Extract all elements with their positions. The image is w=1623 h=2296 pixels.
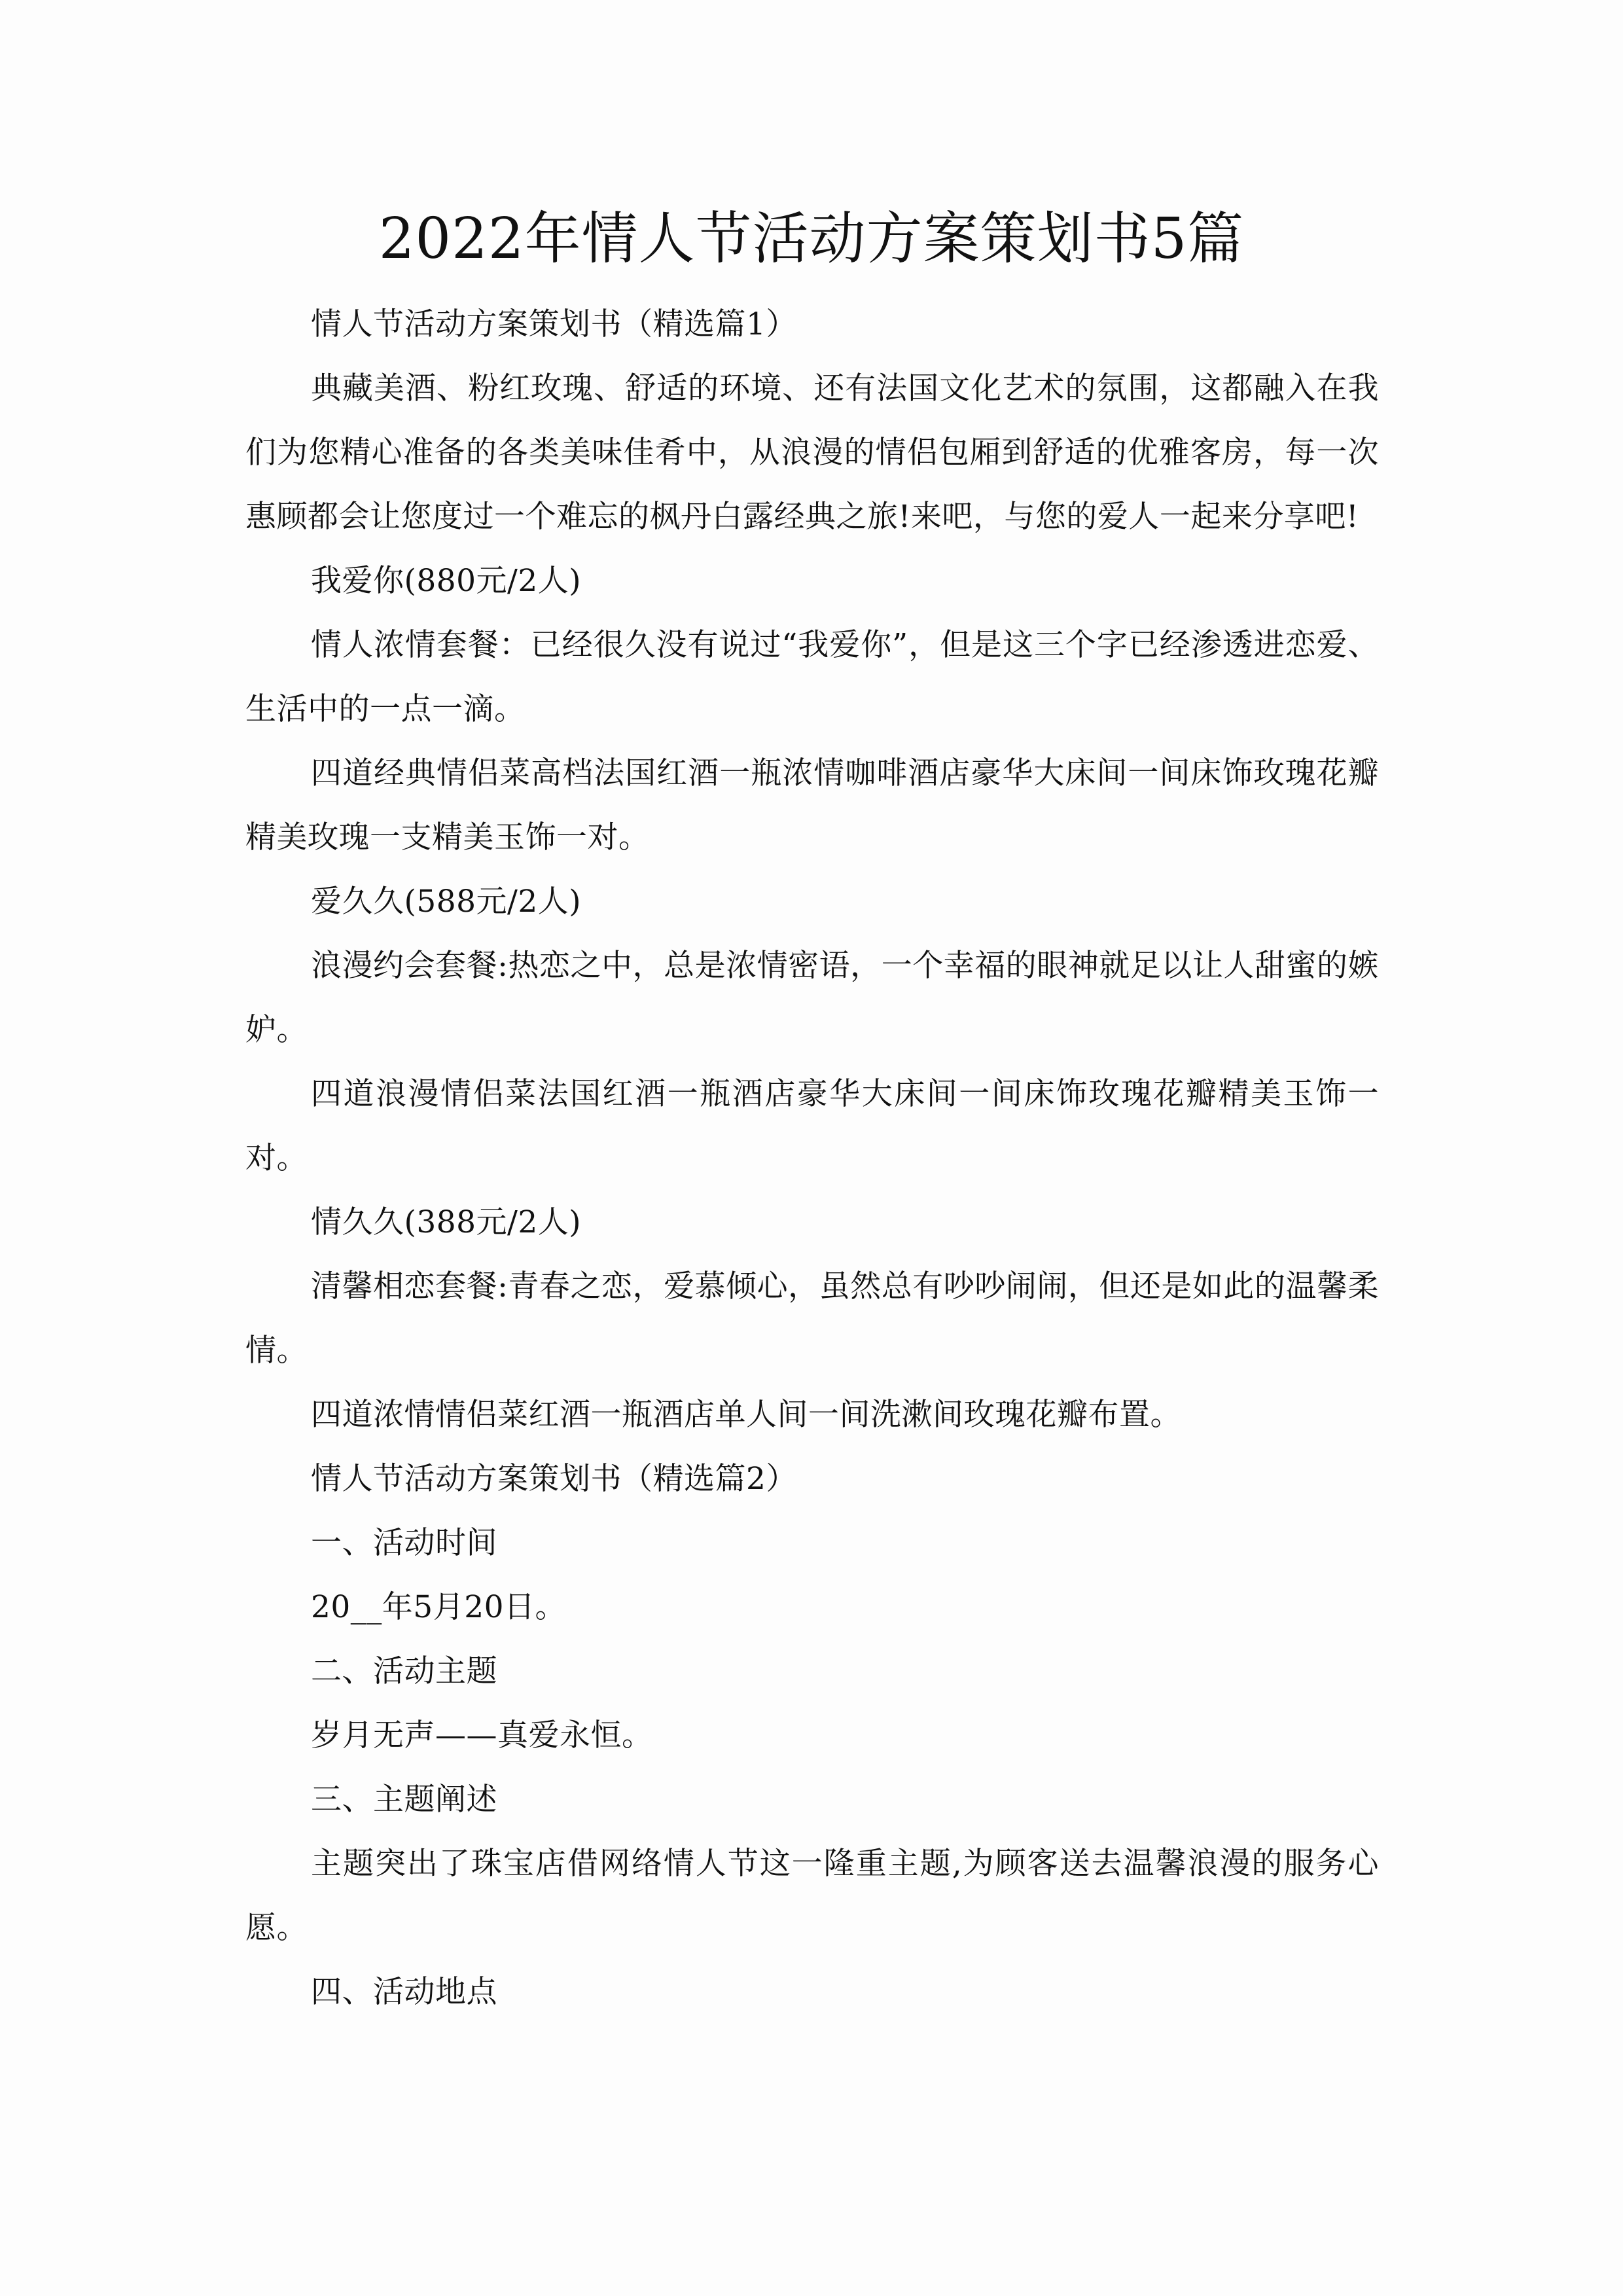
package-contents: 四道经典情侣菜高档法国红酒一瓶浓情咖啡酒店豪华大床间一间床饰玫瑰花瓣精美玫瑰一支精美玉饰一对。 [245,755,1379,855]
sub-heading-activity-theme: 二、活动主题 [311,1653,497,1689]
document-title: 2022年情人节活动方案策划书5篇 [378,206,1245,272]
section-heading-2: 情人节活动方案策划书（精选篇2） [311,1461,797,1497]
sub-heading-activity-location: 四、活动地点 [311,1974,497,2010]
document-body [245,293,1379,2024]
activity-theme: 岁月无声——真爱永恒。 [311,1717,653,1753]
package-description: 清馨相恋套餐:青春之恋，爱慕倾心，虽然总有吵吵闹闹，但还是如此的温馨柔情。 [245,1268,1379,1369]
theme-explanation: 主题突出了珠宝店借网络情人节这一隆重主题,为顾客送去温馨浪漫的服务心愿。 [245,1846,1379,1946]
package-description: 浪漫约会套餐:热恋之中，总是浓情密语，一个幸福的眼神就足以让人甜蜜的嫉妒。 [245,948,1379,1048]
section-heading-1: 情人节活动方案策划书（精选篇1） [311,306,797,342]
activity-date: 20__年5月20日。 [311,1589,567,1625]
sub-heading-theme-explanation: 三、主题阐述 [311,1782,497,1818]
package-name-love-forever: 爱久久(588元/2人) [311,884,582,920]
package-description: 情人浓情套餐：已经很久没有说过“我爱你”，但是这三个字已经渗透进恋爱、生活中的一点一滴。 [245,627,1379,727]
package-name-affection-forever: 情久久(388元/2人) [311,1204,582,1240]
package-name-i-love-you: 我爱你(880元/2人) [311,563,582,599]
intro-paragraph: 典藏美酒、粉红玫瑰、舒适的环境、还有法国文化艺术的氛围，这都融入在我们为您精心准备的各类美味佳肴中，从浪漫的情侣包厢到舒适的优雅客房，每一次惠顾都会让您度过一个难忘的枫丹白露经典之旅!来吧，与您的爱人一起来分享吧! [245,370,1379,535]
sub-heading-activity-time: 一、活动时间 [311,1525,497,1561]
package-contents: 四道浓情情侣菜红酒一瓶酒店单人间一间洗漱间玫瑰花瓣布置。 [311,1397,1181,1433]
package-contents: 四道浪漫情侣菜法国红酒一瓶酒店豪华大床间一间床饰玫瑰花瓣精美玉饰一对。 [245,1076,1379,1176]
